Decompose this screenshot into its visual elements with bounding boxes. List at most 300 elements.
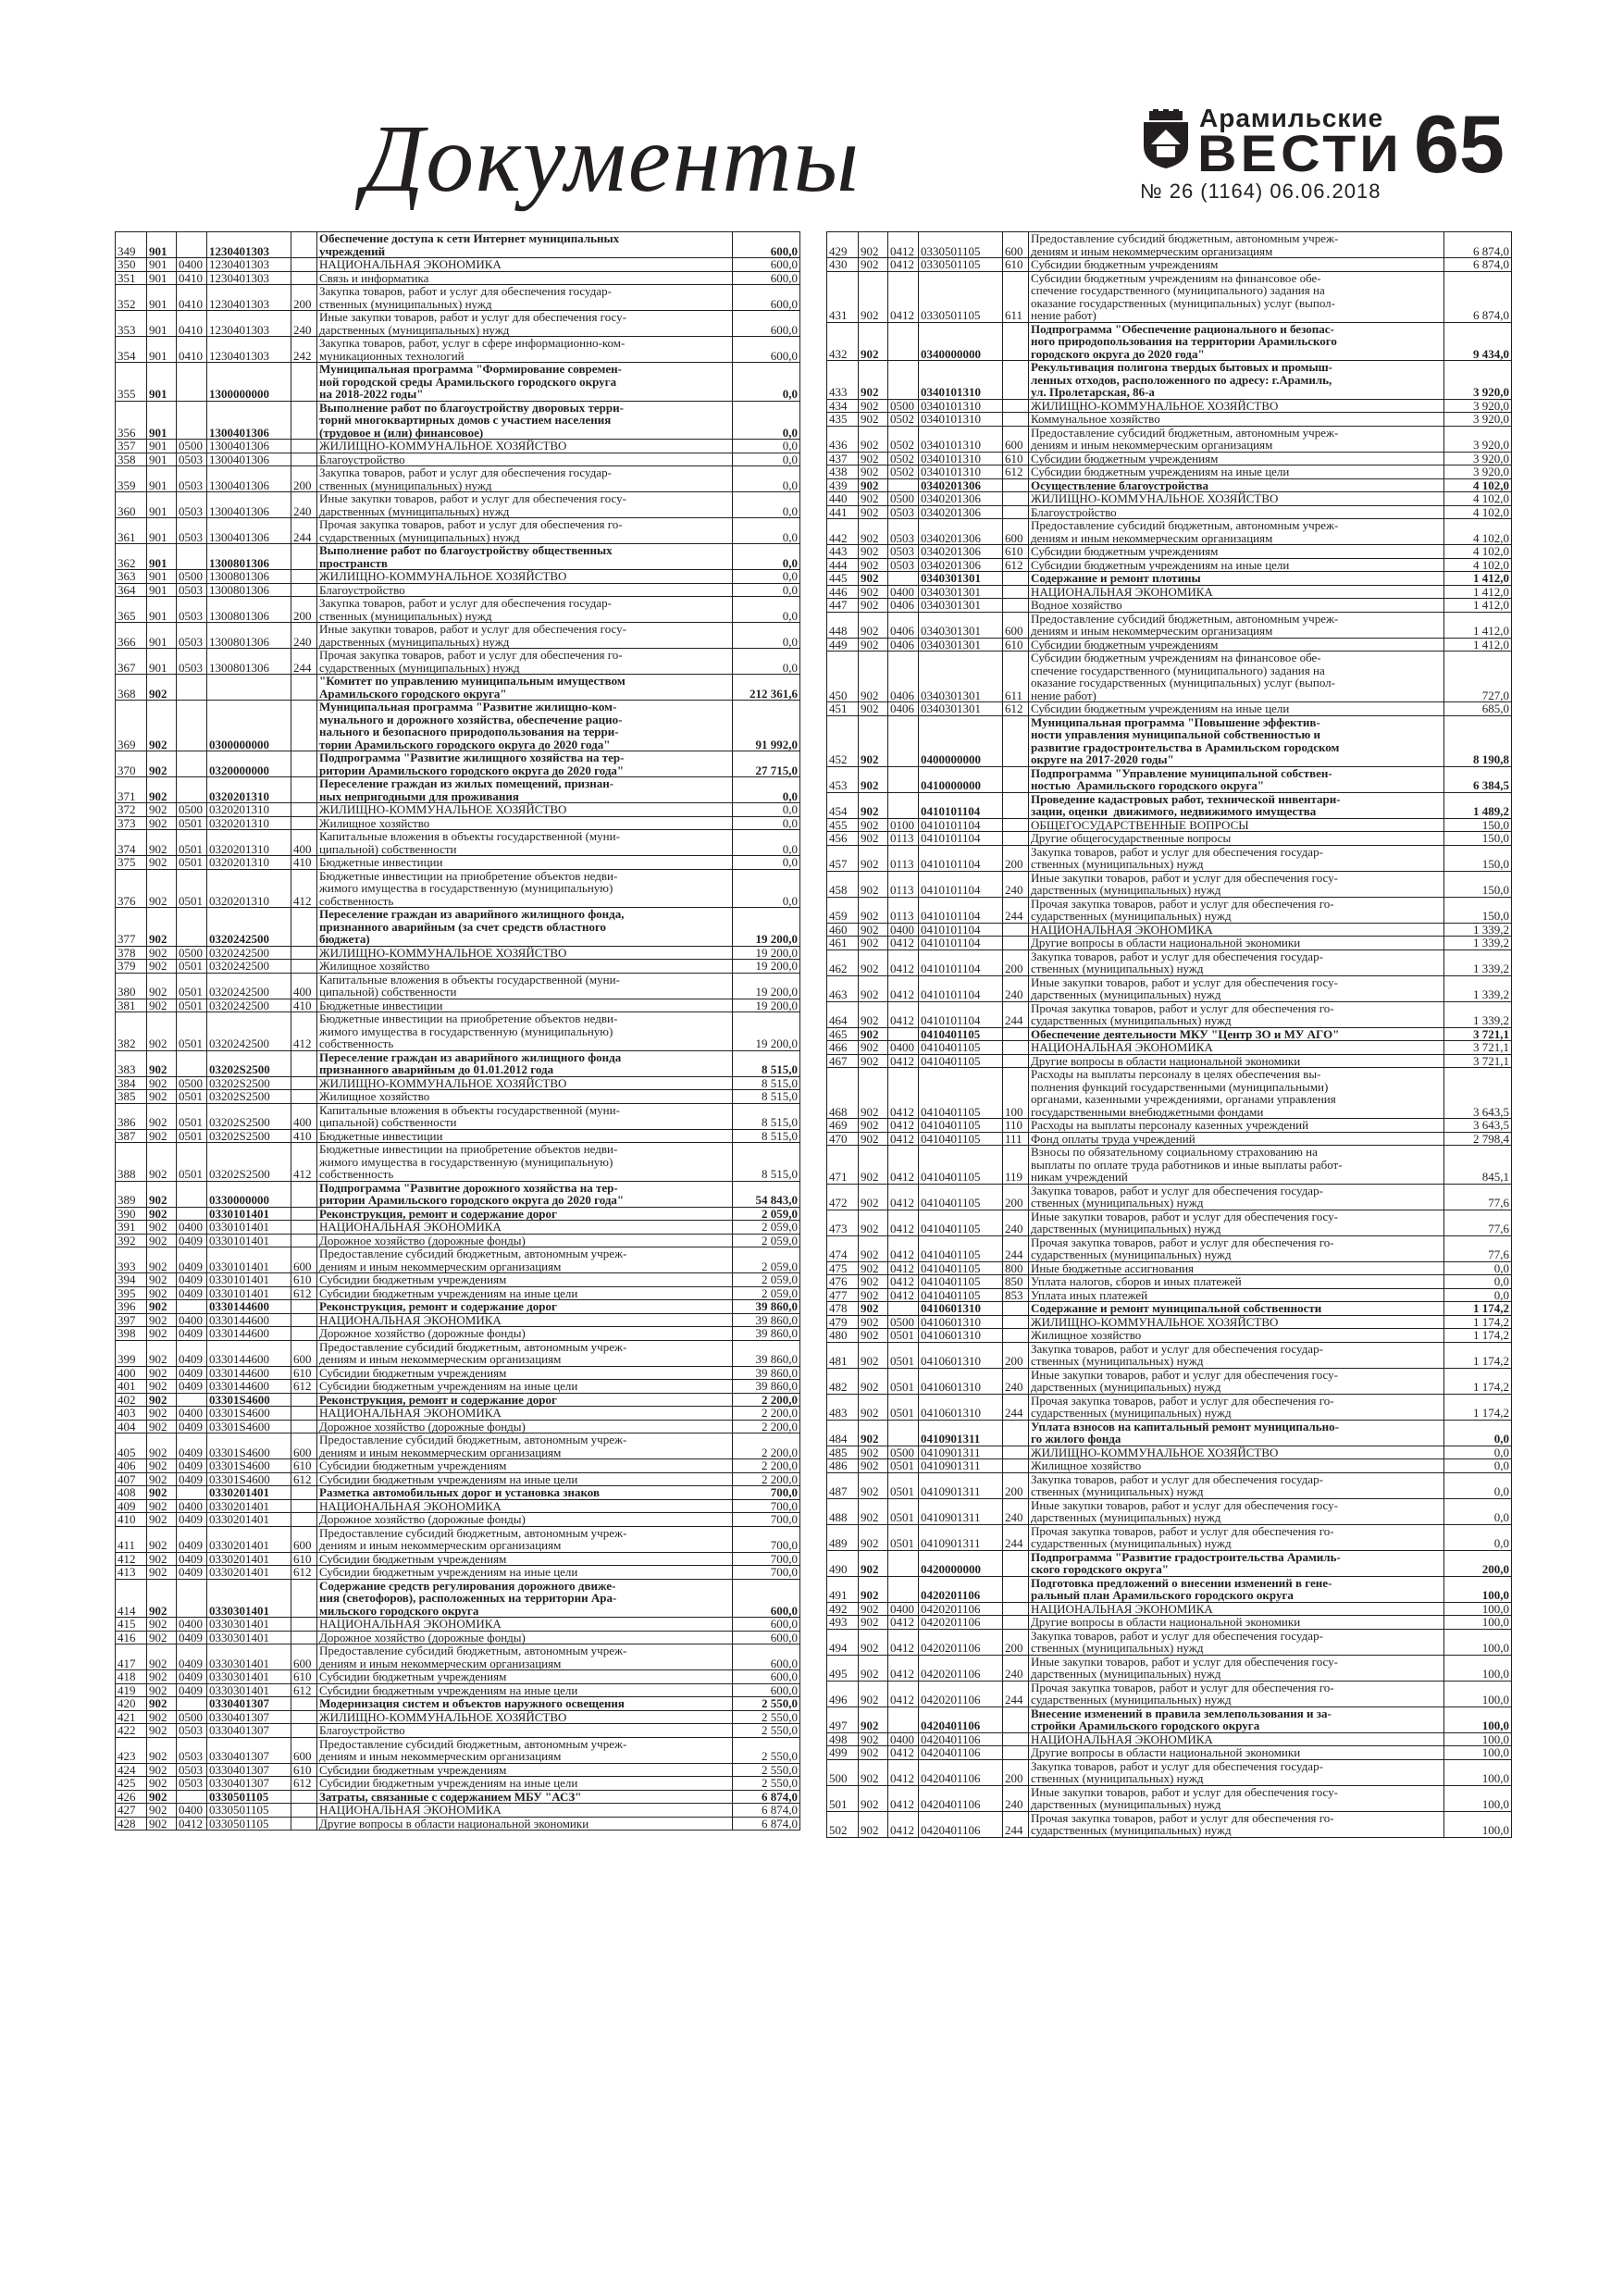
table-row xyxy=(116,1051,799,1077)
row-number: 360 xyxy=(116,492,147,517)
expense-type-code: 612 xyxy=(1003,559,1029,572)
target-article-code: 0420201106 xyxy=(919,1603,1003,1616)
table-row xyxy=(116,1513,799,1527)
department-code: 902 xyxy=(859,1577,888,1602)
department-code: 902 xyxy=(859,586,888,599)
amount: 1 412,0 xyxy=(1473,572,1509,585)
expense-type-code: 610 xyxy=(291,1553,317,1566)
target-article-code: 1300401306 xyxy=(207,518,291,543)
department-code: 902 xyxy=(859,1446,888,1459)
expense-type-code: 240 xyxy=(1003,1656,1029,1681)
table-row xyxy=(827,492,1511,506)
expense-type-code: 200 xyxy=(291,285,317,310)
row-number: 356 xyxy=(116,402,147,440)
amount: 0,0 xyxy=(1493,1459,1509,1472)
target-article-code: 0300000000 xyxy=(207,701,291,751)
section-code: 0412 xyxy=(888,1185,919,1210)
target-article-code: 1300000000 xyxy=(207,363,291,401)
row-number: 400 xyxy=(116,1367,147,1380)
row-number: 433 xyxy=(827,361,859,399)
amount: 600,0 xyxy=(770,1656,798,1669)
target-article-code: 0400000000 xyxy=(919,716,1003,766)
department-code: 901 xyxy=(147,337,177,362)
expense-type-code xyxy=(291,1327,317,1340)
table-row xyxy=(827,1236,1511,1262)
section-code: 0500 xyxy=(177,570,207,583)
expense-name: Субсидии бюджетным учреждениям на иные цели xyxy=(317,1684,733,1697)
expense-name: ЖИЛИЩНО-КОММУНАЛЬНОЕ ХОЗЯЙСТВО xyxy=(317,947,733,960)
expense-type-code: 240 xyxy=(1003,1499,1029,1524)
expense-name: ОБЩЕГОСУДАРСТВЕННЫЕ ВОПРОСЫ xyxy=(1029,819,1444,832)
department-code: 902 xyxy=(859,413,888,426)
target-article-code: 0420000000 xyxy=(919,1551,1003,1576)
expense-name: Прочая закупка товаров, работ и услуг для обеспечения го- сударственных (муниципальных) нужд xyxy=(1029,1812,1444,1837)
table-row xyxy=(827,453,1511,466)
department-code: 902 xyxy=(859,1630,888,1655)
expense-name: Благоустройство xyxy=(317,584,733,597)
expense-name: ЖИЛИЩНО-КОММУНАЛЬНОЕ ХОЗЯЙСТВО xyxy=(1029,1446,1444,1459)
target-article-code: 03202S2500 xyxy=(207,1130,291,1143)
section-code xyxy=(888,716,919,766)
target-article-code: 0410901311 xyxy=(919,1525,1003,1550)
table-row xyxy=(827,572,1511,586)
table-row xyxy=(116,974,799,999)
target-article-code: 1300401306 xyxy=(207,466,291,491)
amount: 1 174,2 xyxy=(1473,1380,1509,1394)
expense-name: Подпрограмма "Управление муниципальной собствен- ностью Арамильского городского округа" xyxy=(1029,767,1444,792)
department-code: 902 xyxy=(147,1473,177,1486)
expense-name: Закупка товаров, работ и услуг для обеспечения государ- ственных (муниципальных) нужд xyxy=(1029,846,1444,871)
row-number: 498 xyxy=(827,1733,859,1746)
target-article-code: 0410101104 xyxy=(919,976,1003,1001)
expense-type-code: 853 xyxy=(1003,1289,1029,1302)
section-code: 0501 xyxy=(888,1473,919,1498)
section-code xyxy=(177,1394,207,1407)
expense-type-code xyxy=(1003,1603,1029,1616)
department-code: 901 xyxy=(147,453,177,466)
row-number: 461 xyxy=(827,937,859,949)
section-code: 0412 xyxy=(888,1146,919,1184)
section-code: 0501 xyxy=(888,1499,919,1524)
expense-name: Подпрограмма "Развитие жилищного хозяйства на тер- ритории Арамильского городского округа до 2020 года" xyxy=(317,751,733,776)
section-code: 0412 xyxy=(888,1289,919,1302)
amount: 2 059,0 xyxy=(762,1207,798,1220)
department-code: 902 xyxy=(859,1473,888,1498)
expense-type-code: 200 xyxy=(291,466,317,491)
amount: 0,0 xyxy=(782,387,798,401)
expense-name: Подпрограмма "Развитие градостроительства Арамиль- ского городского округа" xyxy=(1029,1551,1444,1576)
amount: 4 102,0 xyxy=(1473,478,1509,491)
department-code: 902 xyxy=(859,1055,888,1068)
table-row xyxy=(116,803,799,817)
row-number: 365 xyxy=(116,597,147,622)
department-code: 902 xyxy=(147,1711,177,1724)
department-code: 902 xyxy=(859,950,888,975)
section-code: 0409 xyxy=(177,1473,207,1486)
row-number: 453 xyxy=(827,767,859,792)
table-row xyxy=(116,440,799,453)
table-row xyxy=(116,1235,799,1248)
amount: 6 874,0 xyxy=(762,1804,798,1817)
expense-type-code xyxy=(1003,1616,1029,1629)
expense-name: НАЦИОНАЛЬНАЯ ЭКОНОМИКА xyxy=(1029,1733,1444,1746)
amount: 54 843,0 xyxy=(755,1193,798,1207)
row-number: 436 xyxy=(827,427,859,452)
amount: 600,0 xyxy=(770,1683,798,1696)
target-article-code: 0330301401 xyxy=(207,1670,291,1683)
row-number: 376 xyxy=(116,870,147,908)
amount: 100,0 xyxy=(1481,1693,1509,1706)
department-code: 902 xyxy=(859,1616,888,1629)
department-code: 902 xyxy=(147,1632,177,1644)
amount: 3 721,1 xyxy=(1473,1054,1509,1067)
section-code xyxy=(177,1208,207,1221)
amount: 3 920,0 xyxy=(1473,438,1509,452)
expense-name: ЖИЛИЩНО-КОММУНАЛЬНОЕ ХОЗЯЙСТВО xyxy=(1029,492,1444,505)
expense-type-code: 200 xyxy=(1003,1343,1029,1368)
amount: 77,6 xyxy=(1488,1222,1509,1235)
department-code: 902 xyxy=(859,559,888,572)
row-number: 434 xyxy=(827,400,859,413)
amount: 19 200,0 xyxy=(755,1036,798,1050)
department-code: 902 xyxy=(147,1130,177,1143)
table-row xyxy=(827,1656,1511,1682)
table-row xyxy=(116,518,799,544)
expense-name: Бюджетные инвестиции на приобретение объектов недви- жимого имущества в государственную (муниципальную) собственность xyxy=(317,870,733,908)
expense-type-code: 612 xyxy=(291,1566,317,1579)
target-article-code: 0330144600 xyxy=(207,1314,291,1327)
expense-type-code: 612 xyxy=(291,1684,317,1697)
target-article-code: 0420401106 xyxy=(919,1812,1003,1837)
table-row xyxy=(116,1580,799,1619)
table-row xyxy=(116,232,799,258)
department-code: 902 xyxy=(147,1527,177,1552)
row-number: 502 xyxy=(827,1812,859,1837)
amount: 8 515,0 xyxy=(762,1062,798,1076)
expense-type-code xyxy=(291,1090,317,1103)
section-code: 0400 xyxy=(888,586,919,599)
department-code: 902 xyxy=(859,793,888,818)
target-article-code: 0340301301 xyxy=(919,639,1003,652)
department-code: 902 xyxy=(859,1316,888,1329)
table-row xyxy=(116,570,799,584)
table-row xyxy=(116,272,799,286)
expense-name: Дорожное хозяйство (дорожные фонды) xyxy=(317,1327,733,1340)
row-number: 375 xyxy=(116,856,147,869)
expense-name: Другие вопросы в области национальной экономики xyxy=(1029,1746,1444,1759)
target-article-code: 0330144600 xyxy=(207,1341,291,1366)
table-row xyxy=(827,1473,1511,1499)
amount: 6 874,0 xyxy=(1473,308,1509,322)
department-code: 902 xyxy=(147,1380,177,1393)
target-article-code: 0410101104 xyxy=(919,793,1003,818)
row-number: 463 xyxy=(827,976,859,1001)
target-article-code: 1300801306 xyxy=(207,623,291,648)
section-code: 0503 xyxy=(888,519,919,544)
expense-name: Капитальные вложения в объекты государственной (муни- ципальной) собственности xyxy=(317,1104,733,1129)
amount: 19 200,0 xyxy=(755,999,798,1011)
row-number: 355 xyxy=(116,363,147,401)
amount: 700,0 xyxy=(770,1513,798,1526)
expense-type-code: 600 xyxy=(291,1247,317,1272)
row-number: 396 xyxy=(116,1300,147,1313)
target-article-code: 0330501105 xyxy=(207,1791,291,1804)
row-number: 465 xyxy=(827,1028,859,1041)
expense-type-code: 244 xyxy=(1003,1236,1029,1261)
target-article-code: 0320201310 xyxy=(207,870,291,908)
amount: 1 339,2 xyxy=(1473,987,1509,1001)
target-article-code: 1230401303 xyxy=(207,272,291,285)
department-code: 902 xyxy=(859,1499,888,1524)
expense-type-code xyxy=(291,1394,317,1407)
department-code: 902 xyxy=(859,702,888,715)
row-number: 489 xyxy=(827,1525,859,1550)
expense-name: Другие вопросы в области национальной экономики xyxy=(1029,1616,1444,1629)
row-number: 367 xyxy=(116,649,147,674)
expense-type-code: 612 xyxy=(291,1777,317,1790)
amount: 1 489,2 xyxy=(1473,804,1509,818)
amount: 0,0 xyxy=(1493,1275,1509,1288)
section-code: 0502 xyxy=(888,453,919,465)
section-code: 0501 xyxy=(177,1130,207,1143)
amount: 2 059,0 xyxy=(762,1273,798,1286)
expense-name: Уплата взносов на капитальный ремонт муниципально- го жилого фонда xyxy=(1029,1421,1444,1446)
department-code: 902 xyxy=(147,830,177,855)
expense-name: Содержание и ремонт муниципальной собственности xyxy=(1029,1302,1444,1315)
expense-name: Иные закупки товаров, работ и услуг для обеспечения госу- дарственных (муниципальных) нужд xyxy=(317,311,733,336)
table-row xyxy=(827,258,1511,272)
section-code: 0500 xyxy=(888,1446,919,1459)
section-code: 0500 xyxy=(177,803,207,816)
amount: 8 515,0 xyxy=(762,1076,798,1089)
amount: 2 059,0 xyxy=(762,1286,798,1299)
department-code: 901 xyxy=(147,584,177,597)
expense-type-code: 244 xyxy=(1003,898,1029,923)
expense-name: НАЦИОНАЛЬНАЯ ЭКОНОМИКА xyxy=(317,1314,733,1327)
expense-type-code xyxy=(1003,1446,1029,1459)
expense-name: Субсидии бюджетным учреждениям на иные цели xyxy=(317,1566,733,1579)
expense-type-code xyxy=(1003,1459,1029,1472)
department-code: 902 xyxy=(859,613,888,638)
row-number: 499 xyxy=(827,1746,859,1759)
department-code: 901 xyxy=(147,597,177,622)
section-code: 0501 xyxy=(177,856,207,869)
table-row xyxy=(827,1812,1511,1838)
section-code: 0406 xyxy=(888,613,919,638)
table-row xyxy=(116,870,799,909)
row-number: 379 xyxy=(116,960,147,973)
row-number: 353 xyxy=(116,311,147,336)
target-article-code: 0410601310 xyxy=(919,1369,1003,1394)
target-article-code: 0340301301 xyxy=(919,572,1003,585)
row-number: 401 xyxy=(116,1380,147,1393)
department-code: 902 xyxy=(147,1090,177,1103)
department-code: 902 xyxy=(147,1247,177,1272)
section-code xyxy=(888,572,919,585)
department-code: 901 xyxy=(147,311,177,336)
department-code: 902 xyxy=(147,1077,177,1090)
expense-name: Субсидии бюджетным учреждениям xyxy=(317,1764,733,1777)
department-code: 901 xyxy=(147,232,177,257)
department-code: 902 xyxy=(859,1262,888,1275)
amount: 150,0 xyxy=(1481,818,1509,831)
department-code: 902 xyxy=(147,1433,177,1458)
row-number: 420 xyxy=(116,1697,147,1710)
table-row xyxy=(116,1394,799,1408)
expense-type-code xyxy=(291,1804,317,1817)
expense-name: Затраты, связанные с содержанием МБУ "АСЗ" xyxy=(317,1791,733,1804)
section-code xyxy=(888,1028,919,1041)
expense-name: НАЦИОНАЛЬНАЯ ЭКОНОМИКА xyxy=(317,258,733,271)
expense-name: Выполнение работ по благоустройству дворовых терри- торий многоквартирных домов с участием населения (трудовое и (или) финансовое) xyxy=(317,402,733,440)
amount: 1 174,2 xyxy=(1473,1315,1509,1328)
target-article-code: 0340101310 xyxy=(919,400,1003,413)
section-code: 0409 xyxy=(177,1459,207,1472)
row-number: 350 xyxy=(116,258,147,271)
target-article-code: 1300401306 xyxy=(207,440,291,453)
department-code: 902 xyxy=(859,1028,888,1041)
table-row xyxy=(116,1697,799,1711)
table-row xyxy=(116,1764,799,1778)
table-row xyxy=(827,586,1511,600)
table-row xyxy=(116,1130,799,1144)
amount: 39 860,0 xyxy=(755,1380,798,1393)
section-code xyxy=(177,1300,207,1313)
row-number: 410 xyxy=(116,1513,147,1526)
expense-name: Иные бюджетные ассигнования xyxy=(1029,1262,1444,1275)
amount: 3 721,1 xyxy=(1473,1041,1509,1054)
department-code: 902 xyxy=(859,1682,888,1706)
table-row xyxy=(827,976,1511,1002)
expense-type-code: 600 xyxy=(291,1644,317,1669)
expense-name: Субсидии бюджетным учреждениям xyxy=(1029,639,1444,652)
section-code: 0412 xyxy=(888,950,919,975)
expense-name: Закупка товаров, работ и услуг для обеспечения государ- ственных (муниципальных) нужд xyxy=(317,466,733,491)
target-article-code: 0340201306 xyxy=(919,506,1003,519)
department-code: 902 xyxy=(147,675,177,700)
expense-name: Бюджетные инвестиции xyxy=(317,999,733,1012)
row-number: 398 xyxy=(116,1327,147,1340)
expense-name: Субсидии бюджетным учреждениям xyxy=(317,1553,733,1566)
amount: 0,0 xyxy=(782,856,798,869)
expense-type-code: 240 xyxy=(1003,872,1029,897)
row-number: 364 xyxy=(116,584,147,597)
department-code: 901 xyxy=(147,402,177,440)
expense-name: Прочая закупка товаров, работ и услуг для обеспечения го- сударственных (муниципальных) нужд xyxy=(1029,898,1444,923)
section-code: 0412 xyxy=(888,1682,919,1706)
department-code: 902 xyxy=(147,817,177,830)
expense-type-code xyxy=(1003,1707,1029,1732)
row-number: 406 xyxy=(116,1459,147,1472)
section-code: 0503 xyxy=(177,1764,207,1777)
target-article-code: 03202S2500 xyxy=(207,1077,291,1090)
department-code: 902 xyxy=(859,1185,888,1210)
section-code: 0400 xyxy=(177,1804,207,1817)
target-article-code: 0330101401 xyxy=(207,1273,291,1286)
department-code: 902 xyxy=(147,1287,177,1300)
target-article-code: 0320242500 xyxy=(207,999,291,1012)
target-article-code: 0330144600 xyxy=(207,1367,291,1380)
row-number: 438 xyxy=(827,465,859,478)
row-number: 442 xyxy=(827,519,859,544)
section-code xyxy=(177,1182,207,1207)
expense-type-code: 612 xyxy=(291,1380,317,1393)
department-code: 902 xyxy=(147,999,177,1012)
table-row xyxy=(116,584,799,598)
section-code: 0400 xyxy=(177,1221,207,1234)
department-code: 902 xyxy=(859,937,888,949)
target-article-code: 0410101104 xyxy=(919,832,1003,845)
table-row xyxy=(116,947,799,961)
section-code: 0412 xyxy=(888,1786,919,1811)
table-row xyxy=(827,639,1511,652)
expense-type-code: 200 xyxy=(1003,950,1029,975)
amount: 1 174,2 xyxy=(1473,1406,1509,1420)
table-row xyxy=(827,793,1511,819)
amount: 0,0 xyxy=(782,788,798,802)
table-row xyxy=(116,1090,799,1104)
section-code: 0503 xyxy=(177,597,207,622)
row-number: 483 xyxy=(827,1395,859,1420)
section-code: 0409 xyxy=(177,1553,207,1566)
target-article-code: 0340301301 xyxy=(919,702,1003,715)
section-code: 0501 xyxy=(177,960,207,973)
expense-name: Прочая закупка товаров, работ и услуг для обеспечения го- сударственных (муниципальных) нужд xyxy=(1029,1525,1444,1550)
row-number: 371 xyxy=(116,777,147,802)
section-code: 0412 xyxy=(888,1262,919,1275)
amount: 2 550,0 xyxy=(762,1710,798,1723)
amount: 2 550,0 xyxy=(762,1777,798,1790)
department-code: 902 xyxy=(859,545,888,558)
section-code: 0412 xyxy=(888,1616,919,1629)
row-number: 411 xyxy=(116,1527,147,1552)
target-article-code: 0330144600 xyxy=(207,1327,291,1340)
expense-type-code: 600 xyxy=(291,1738,317,1763)
section-code: 0409 xyxy=(177,1380,207,1393)
amount: 845,1 xyxy=(1481,1170,1509,1184)
expense-name: Обеспечение доступа к сети Интернет муниципальных учреждений xyxy=(317,232,733,257)
target-article-code: 0330301401 xyxy=(207,1580,291,1618)
row-number: 460 xyxy=(827,924,859,937)
expense-name: Субсидии бюджетным учреждениям xyxy=(317,1459,733,1472)
section-code: 0406 xyxy=(888,652,919,701)
amount: 0,0 xyxy=(782,634,798,648)
expense-type-code xyxy=(1003,716,1029,766)
section-code: 0412 xyxy=(888,1236,919,1261)
table-row xyxy=(827,1682,1511,1707)
row-number: 451 xyxy=(827,702,859,715)
department-code: 902 xyxy=(147,1300,177,1313)
section-code: 0409 xyxy=(177,1566,207,1579)
department-code: 902 xyxy=(859,400,888,413)
table-row xyxy=(116,1644,799,1670)
table-row xyxy=(116,908,799,947)
amount: 39 860,0 xyxy=(755,1327,798,1340)
department-code: 902 xyxy=(859,1459,888,1472)
table-row xyxy=(116,258,799,272)
amount: 1 339,2 xyxy=(1473,1013,1509,1027)
section-code: 0500 xyxy=(888,492,919,505)
department-code: 902 xyxy=(859,1603,888,1616)
expense-name: Закупка товаров, работ и услуг для обеспечения государ- ственных (муниципальных) нужд xyxy=(317,597,733,622)
target-article-code: 0420401106 xyxy=(919,1746,1003,1759)
target-article-code: 0410101104 xyxy=(919,819,1003,832)
table-row xyxy=(827,1275,1511,1289)
row-number: 389 xyxy=(116,1182,147,1207)
section-code: 0500 xyxy=(177,1077,207,1090)
section-code xyxy=(177,1051,207,1076)
row-number: 358 xyxy=(116,453,147,466)
